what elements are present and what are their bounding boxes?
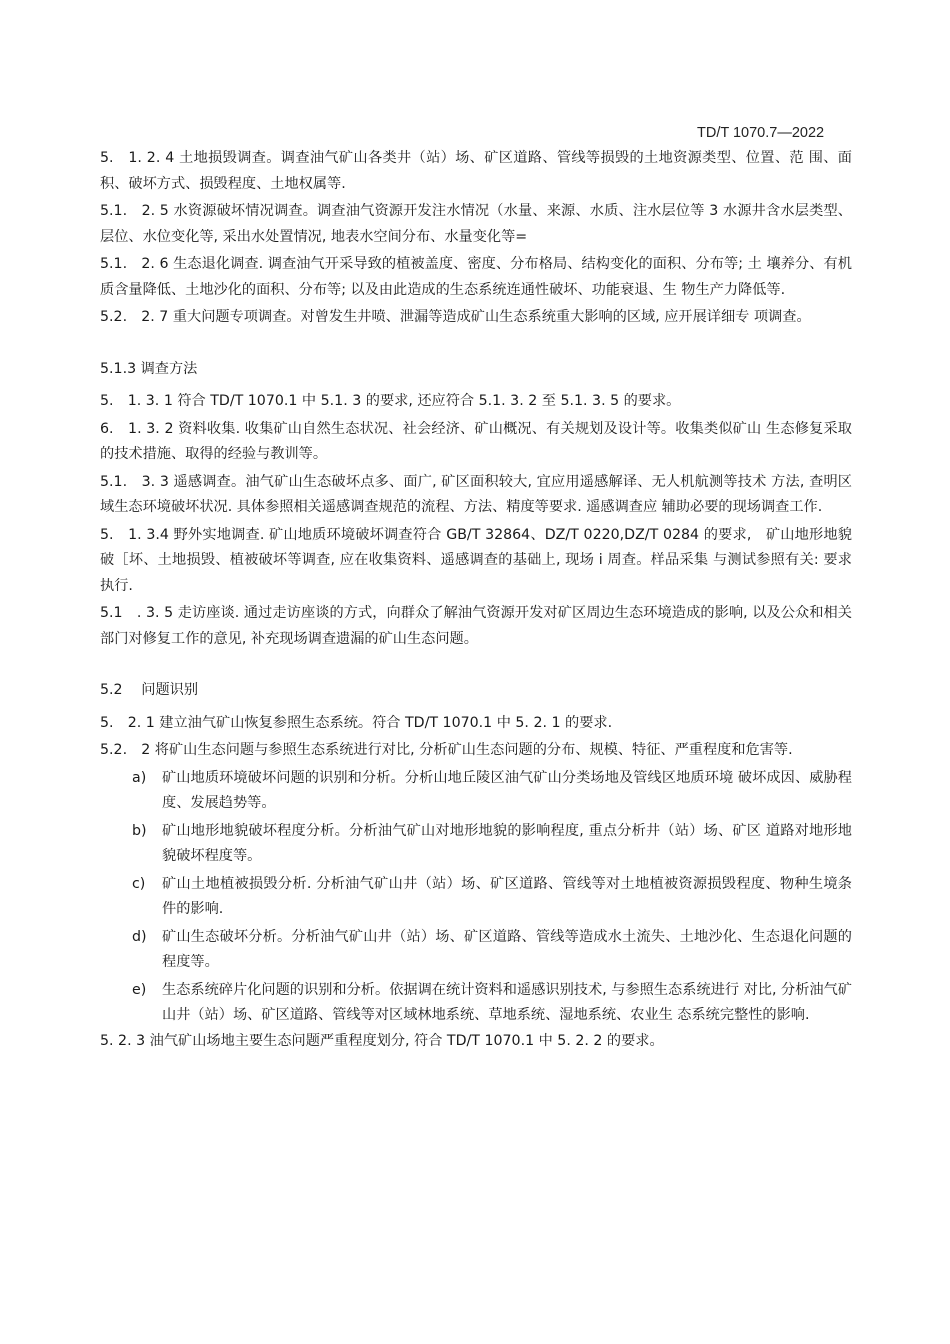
list-marker: a) xyxy=(132,769,147,786)
list-item-text: 生态系统碎片化问题的识别和分析。依据调在统计资料和遥感识别技术, 与参照生态系统进行 对比, 分析油气矿山井（站）场、矿区道路、管线等对区域林地系统、草地系统、湿地系统、农业生 态系统完整性的影响. xyxy=(162,981,852,1023)
list-item-text: 矿山土地植被损毁分析. 分析油气矿山井（站）场、矿区道路、管线等对土地植被资源损毁程度、物种生境条件的影响. xyxy=(162,875,852,917)
paragraph-5-1-2-7: 5.2. 2. 7 重大问题专项调查。对曾发生井喷、泄漏等造成矿山生态系统重大影响的区域, 应开展详细专 项调查。 xyxy=(100,309,811,325)
paragraph-5-2-2: 5.2. 2 将矿山生态问题与参照生态系统进行对比, 分析矿山生态问题的分布、规模、特征、严重程度和危害等. xyxy=(100,742,793,758)
paragraph-5-1-2-5: 5.1. 2. 5 水资源破坏情况调查。调查油气资源开发注水情况（水量、来源、水质、注水层位等 3 水源井含水层类型、层位、水位变化等, 采出水处置情况, 地表水空间分布、水量变化等= xyxy=(100,203,852,245)
paragraph-5-2-1: 5. 2. 1 建立油气矿山恢复参照生态系统。符合 TD/T 1070.1 中 5. 2. 1 的要求. xyxy=(100,714,613,731)
paragraph-5-1-3-5: 5.1 . 3. 5 走访座谈. 通过走访座谈的方式，向群众了解油气资源开发对矿区周边生态环境造成的影响, 以及公众和相关部门对修复工作的意见, 补充现场调查遗漏的矿山生态问题。 xyxy=(100,605,852,647)
list-item-a xyxy=(100,766,852,817)
page-body xyxy=(100,146,852,1056)
paragraph-5-2-3: 5. 2. 3 油气矿山场地主要生态问题严重程度划分, 符合 TD/T 1070.1 中 5. 2. 2 的要求。 xyxy=(100,1032,664,1049)
list-item-e xyxy=(100,978,852,1029)
list-marker: d) xyxy=(132,928,147,945)
section-heading-5-1-3: 5.1.3 调查方法 xyxy=(100,360,198,377)
list-marker: b) xyxy=(132,822,147,839)
paragraph-5-1-3-1: 5. 1. 3. 1 符合 TD/T 1070.1 中 5.1. 3 的要求, 还应符合 5.1. 3. 2 至 5.1. 3. 5 的要求。 xyxy=(100,393,681,409)
paragraph-5-1-3-3: 5.1. 3. 3 遥感调查。油气矿山生态破坏点多、面广, 矿区面积较大, 宜应用遥感解译、无人机航测等技术 方法, 查明区域生态环境破坏状况. 具体参照相关遥感调查规范的流程、方法、精度等要求. 遥感调查应 辅助必要的现场调查工作. xyxy=(100,473,852,515)
list-item-text: 矿山地形地貌破坏程度分析。分析油气矿山对地形地貌的影响程度, 重点分析井（站）场、矿区 道路对地形地貌破坏程度等。 xyxy=(162,822,852,864)
paragraph-5-1-2-6: 5.1. 2. 6 生态退化调查. 调查油气开采导致的植被盖度、密度、分布格局、结构变化的面积、分布等; 土 壤养分、有机质含量降低、土地沙化的面积、分布等; 以及由此造成的生态系统连通性破坏、功能衰退、生 物生产力降低等. xyxy=(100,256,852,298)
list-item-d xyxy=(100,925,852,976)
document-code: TD/T 1070.7—2022 xyxy=(697,125,825,141)
list-item-c xyxy=(100,872,852,923)
list-marker: c) xyxy=(132,875,146,892)
paragraph-5-1-2-4: 5. 1. 2. 4 土地损毁调查。调查油气矿山各类井（站）场、矿区道路、管线等损毁的土地资源类型、位置、范 围、面积、破坏方式、损毁程度、土地权属等. xyxy=(100,150,852,192)
list-item-text: 矿山地质环境破坏问题的识别和分析。分析山地丘陵区油气矿山分类场地及管线区地质环境 破坏成因、威胁程度、发展趋势等。 xyxy=(162,769,852,811)
section-heading-5-2: 5.2 问题识别 xyxy=(100,682,199,698)
list-item-text: 矿山生态破坏分析。分析油气矿山井（站）场、矿区道路、管线等造成水土流失、土地沙化、生态退化问题的程度等。 xyxy=(162,928,852,970)
paragraph-5-1-3-2: 6. 1. 3. 2 资料收集. 收集矿山自然生态状况、社会经济、矿山概况、有关规划及设计等。收集类似矿山 生态修复采取的技术措施、取得的经验与教训等。 xyxy=(100,420,852,462)
list-marker: e) xyxy=(132,981,147,998)
list-item-b xyxy=(100,819,852,870)
paragraph-5-1-3-4: 5. 1. 3.4 野外实地调查. 矿山地质环境破坏调查符合 GB/T 32864、DZ/T 0220,DZ/T 0284 的要求, 矿山地形地貌破［坏、土地损毁、植被破坏等调查, 应在收集资料、遥感调查的基础上, 现场 i 周查。样品采集 与测试参照有关: 要求执行. xyxy=(100,526,852,594)
